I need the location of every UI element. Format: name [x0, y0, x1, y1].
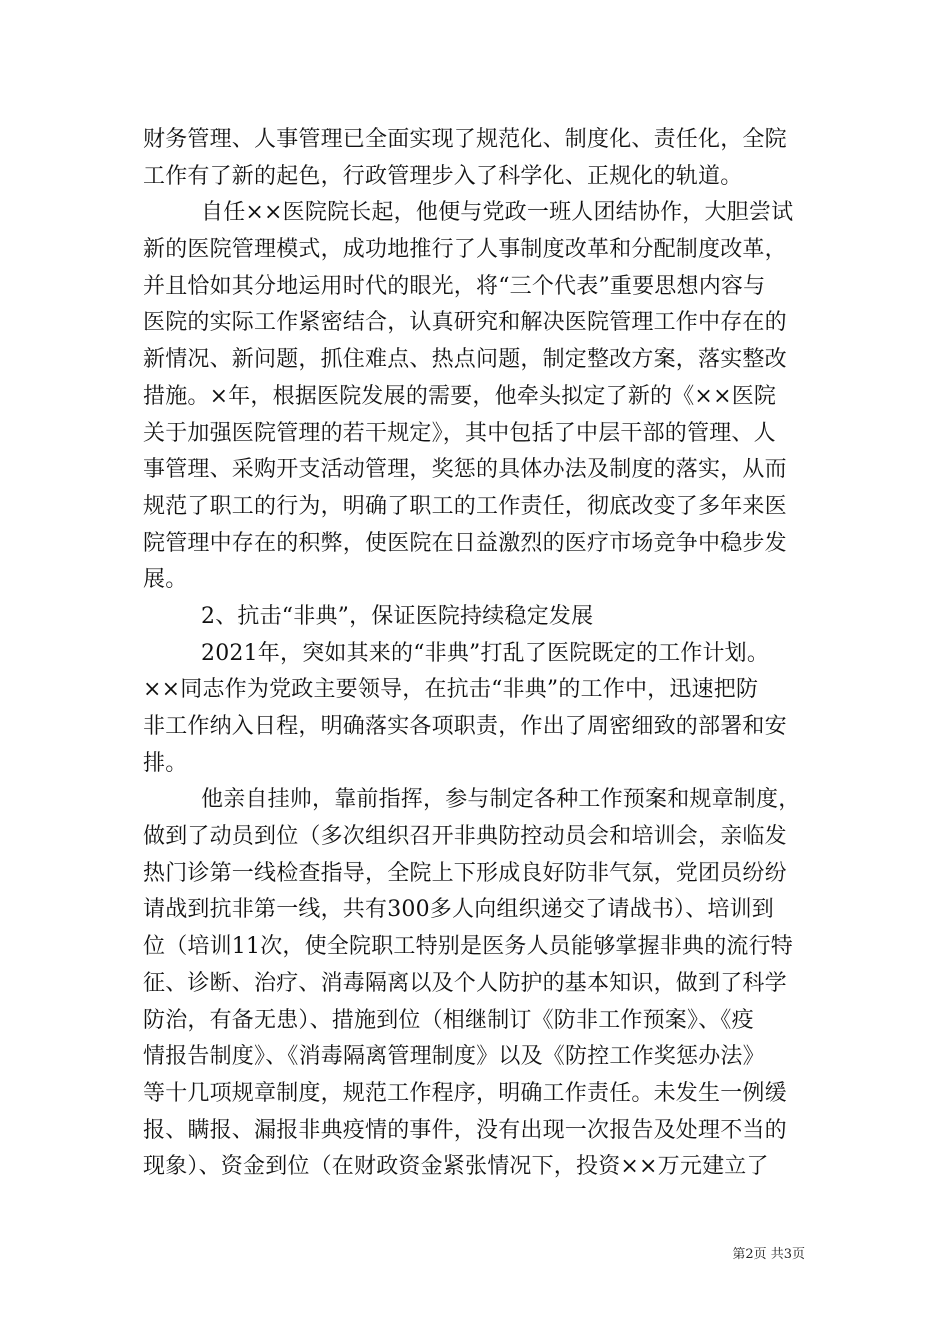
- text-line: 并且恰如其分地运用时代的眼光，将“三个代表”重要思想内容与: [143, 273, 766, 299]
- text-line: 报、瞒报、漏报非典疫情的事件，没有出现一次报告及处理不当的: [143, 1117, 787, 1143]
- document-body: [143, 122, 813, 1186]
- text-line: 新情况、新问题，抓住难点、热点问题，制定整改方案，落实整改: [143, 347, 787, 373]
- text-line: 征、诊断、治疗、消毒隔离以及个人防护的基本知识，做到了科学: [143, 970, 787, 996]
- text-line: 位（培训11次，使全院职工特别是医务人员能够掌握非典的流行特: [143, 934, 793, 960]
- text-line: 医院的实际工作紧密结合，认真研究和解决医院管理工作中存在的: [143, 310, 787, 336]
- text-line: 关于加强医院管理的若干规定》，其中包括了中层干部的管理、人: [143, 420, 776, 446]
- text-line: 措施。×年，根据医院发展的需要，他牵头拟定了新的《××医院: [143, 383, 777, 409]
- section-heading: 2、抗击“非典”，保证医院持续稳定发展: [201, 603, 594, 629]
- text-line: 等十几项规章制度，规范工作程序，明确工作责任。未发生一例缓: [143, 1080, 787, 1106]
- text-line: 工作有了新的起色，行政管理步入了科学化、正规化的轨道。: [143, 163, 743, 189]
- text-line: 情报告制度》、《消毒隔离管理制度》以及《防控工作奖惩办法》: [143, 1044, 765, 1070]
- text-line: 财务管理、人事管理已全面实现了规范化、制度化、责任化，全院: [143, 127, 787, 152]
- text-line: 现象）、资金到位（在财政资金紧张情况下，投资××万元建立了: [143, 1154, 769, 1180]
- text-line: 事管理、采购开支活动管理，奖惩的具体办法及制度的落实，从而: [143, 457, 787, 483]
- text-line: 自任××医院院长起，他便与党政一班人团结协作，大胆尝试: [201, 200, 794, 226]
- text-line: 他亲自挂帅，靠前指挥，参与制定各种工作预案和规章制度，: [201, 787, 801, 813]
- text-line: 展。: [143, 567, 188, 593]
- text-line: 热门诊第一线检查指导，全院上下形成良好防非气氛，党团员纷纷: [143, 860, 787, 886]
- text-line: 2021年，突如其来的“非典”打乱了医院既定的工作计划。: [201, 640, 770, 666]
- text-line: 排。: [143, 750, 188, 776]
- text-line: 新的医院管理模式，成功地推行了人事制度改革和分配制度改革，: [143, 237, 787, 263]
- page-number: 第2页 共3页: [732, 1247, 805, 1262]
- text-line: ××同志作为党政主要领导，在抗击“非典”的工作中，迅速把防: [143, 677, 759, 703]
- text-line: 非工作纳入日程，明确落实各项职责，作出了周密细致的部署和安: [143, 714, 787, 739]
- text-line: 请战到抗非第一线，共有300多人向组织递交了请战书）、培训到: [143, 897, 774, 923]
- text-line: 院管理中存在的积弊，使医院在日益激烈的医疗市场竞争中稳步发: [143, 530, 787, 556]
- text-line: 做到了动员到位（多次组织召开非典防控动员会和培训会，亲临发: [143, 824, 787, 850]
- text-line: 规范了职工的行为，明确了职工的工作责任，彻底改变了多年来医: [143, 493, 787, 519]
- text-line: 防治，有备无患）、措施到位（相继制订《防非工作预案》、《疫: [143, 1007, 754, 1033]
